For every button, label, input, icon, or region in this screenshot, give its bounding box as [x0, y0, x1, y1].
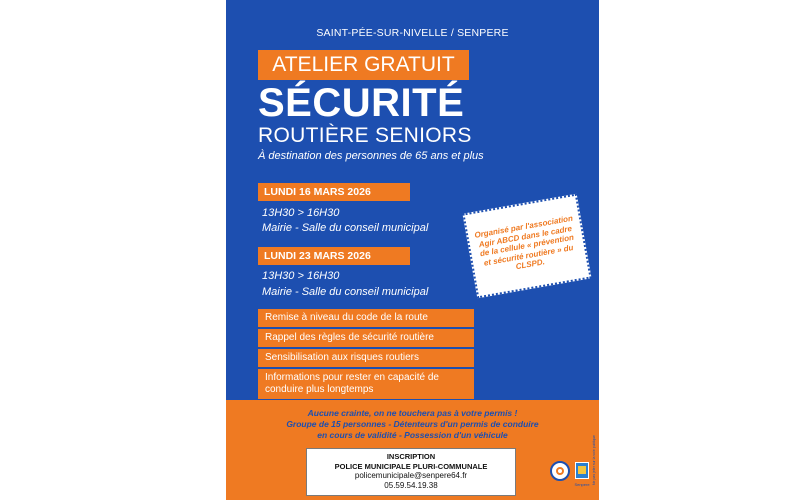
- inscription-email: policemunicipale@senpere64.fr: [354, 471, 468, 480]
- warning-line: Groupe de 15 personnes - Détenteurs d'un permis de conduire: [286, 419, 539, 429]
- fine-print: Ne pas jeter sur la voie publique: [592, 434, 596, 485]
- warning-line: Aucune crainte, on ne touchera pas à votre permis !: [307, 408, 518, 418]
- topic-item: Rappel des règles de sécurité routière: [258, 329, 474, 347]
- logo-caption: Senpere: [574, 482, 590, 487]
- session-time: 13H30 > 16H30: [262, 270, 340, 282]
- inscription-service: POLICE MUNICIPALE PLURI-COMMUNALE: [334, 461, 488, 471]
- organizer-stamp: [462, 194, 591, 299]
- inscription-box: [306, 448, 516, 496]
- organizer-note: Organisé par l'association Agir ABCD dans le cadre de la cellule « prévention et sécurité routière » du CLSPD.: [473, 213, 575, 272]
- poster-title: SÉCURITÉ: [258, 81, 465, 125]
- location-heading: SAINT-PÉE-SUR-NIVELLE / SENPERE: [316, 27, 509, 39]
- session-place: Mairie - Salle du conseil municipal: [262, 222, 429, 234]
- inscription-title: INSCRIPTION: [386, 452, 436, 461]
- session-time: 13H30 > 16H30: [262, 207, 340, 219]
- session-date: LUNDI 23 MARS 2026: [258, 247, 410, 265]
- clspd-logo-icon: [550, 461, 570, 481]
- poster: [226, 0, 599, 500]
- atelier-tag: ATELIER GRATUIT: [258, 50, 469, 80]
- topic-item: Remise à niveau du code de la route: [258, 309, 474, 327]
- warning-line: en cours de validité - Possession d'un véhicule: [317, 430, 508, 440]
- town-crest-icon: [575, 462, 589, 479]
- topic-item: Sensibilisation aux risques routiers: [258, 349, 474, 367]
- poster-subtitle: ROUTIÈRE SENIORS: [258, 124, 472, 147]
- session-place: Mairie - Salle du conseil municipal: [262, 286, 429, 298]
- session-date: LUNDI 16 MARS 2026: [258, 183, 410, 201]
- warning-text: [226, 408, 599, 441]
- inscription-phone: 05.59.54.19.38: [384, 481, 438, 490]
- topic-item: Informations pour rester en capacité de conduire plus longtemps: [258, 369, 474, 399]
- audience-text: À destination des personnes de 65 ans et plus: [258, 150, 484, 162]
